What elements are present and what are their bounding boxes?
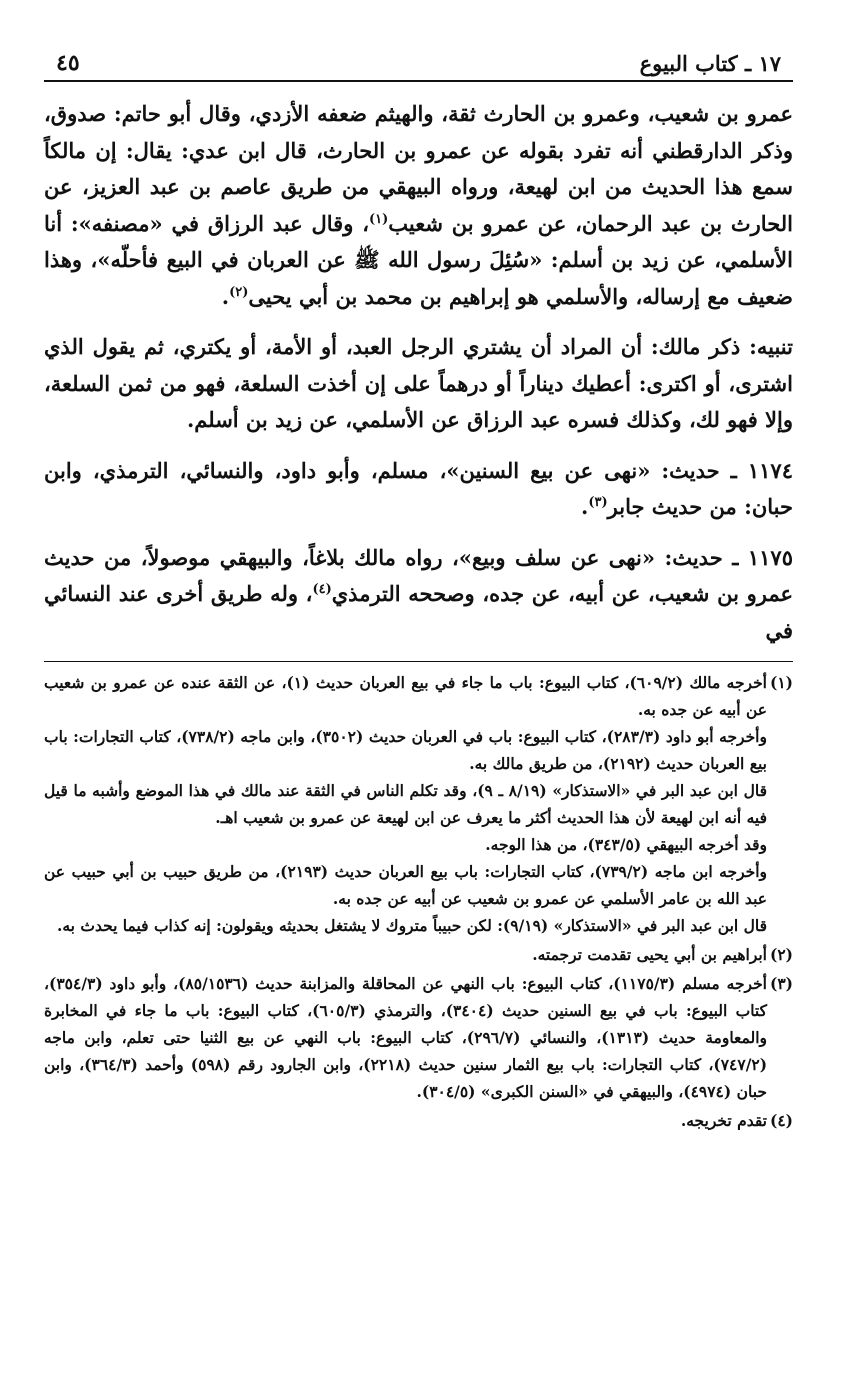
footnote-line: وأخرجه ابن ماجه (٧٣٩/٢)، كتاب التجارات: باب بيع العربان حديث (٢١٩٣)، من طريق حبيب بن أبي حبيب عن عبد الله بن عامر الأسلمي عن عمرو بن شعيب عن أبيه عن جده به. — [44, 862, 767, 908]
footnote-4 — [44, 1107, 793, 1134]
chapter-title: ١٧ ـ كتاب البيوع — [639, 51, 781, 76]
tanbih-text: ذكر مالك: أن المراد أن يشتري الرجل العبد، أو الأمة، أو يكتري، ثم يقول الذي اشترى، أو اكترى: أعطيك ديناراً أو درهماً على إن أخذت السلعة، فهو من ثمن السلعة، وإلا فهو لك، وكذلك فسره عبد الرزاق عن الأسلمي، عن زيد بن أسلم. — [44, 334, 793, 432]
footnote-line: تقدم تخريجه. — [680, 1111, 767, 1130]
footnote-line: أبراهيم بن أبي يحيى تقدمت ترجمته. — [532, 945, 767, 964]
footnote-line: قال ابن عبد البر في «الاستذكار» (٩/١٩): لكن حبيباً متروك لا يشتغل بحديثه ويقولون: إنه كذاب فيما يحدث به. — [56, 916, 767, 935]
hadith-1174 — [44, 453, 793, 526]
hadith-1175 — [44, 540, 793, 650]
footnote-ref-1[interactable]: (١) — [368, 211, 389, 227]
hadith-text-continued: ، وله طريق أخرى عند النسائي في — [44, 581, 793, 643]
footnote-3 — [44, 970, 793, 1105]
page-number: ٤٥ — [56, 50, 80, 76]
footnote-line: أخرجه مسلم (١١٧٥/٣)، كتاب البيوع: باب النهي عن المحاقلة والمزابنة حديث (٨٥/١٥٣٦)، وأبو داود (٣٥٤/٣)، كتاب البيوع: باب في بيع السنين حديث (٣٤٠٤)، والترمذي (٦٠٥/٣)، كتاب البيوع: باب ما جاء في المخابرة والمعاومة حديث (١٣١٣)، والنسائي (٢٩٦/٧)، كتاب البيوع: باب النهي عن بيع الثنيا حتى تعلم، وابن ماجه (٧٤٧/٢)، كتاب التجارات: باب بيع الثمار سنين حديث (٢٢١٨)، وابن الجارود رقم (٥٩٨) وأحمد (٣٦٤/٣)، وابن حبان (٤٩٧٤)، والبيهقي في «السنن الكبرى» (٣٠٤/٥). — [44, 974, 768, 1101]
paragraph-tanbih — [44, 329, 793, 439]
footnote-line: أخرجه مالك (٦٠٩/٢)، كتاب البيوع: باب ما جاء في بيع العربان حديث (١)، عن الثقة عنده عن عمرو بن شعيب عن أبيه عن جده به. — [44, 673, 767, 719]
footnote-ref-3[interactable]: (٣) — [588, 495, 608, 510]
footnote-number: (٢) — [769, 945, 793, 964]
footnote-2 — [44, 941, 793, 968]
footnote-1 — [44, 669, 793, 939]
footnote-number: (١) — [769, 673, 793, 692]
running-header — [44, 44, 793, 82]
footnote-ref-4[interactable]: (٤) — [312, 582, 332, 597]
hadith-text: حديث: «نهى عن سلف وبيع»، رواه مالك بلاغاً، والبيهقي موصولاً، من حديث عمرو بن شعيب، عن أبيه، عن جده، وصححه الترمذي — [44, 544, 793, 606]
footnote-divider — [44, 661, 793, 662]
footnotes-section — [44, 661, 793, 1134]
footnote-line: وقد أخرجه البيهقي (٣٤٣/٥)، من هذا الوجه. — [485, 835, 767, 854]
paragraph-text: ، وقال عبد الرزاق في «مصنفه»: أنا الأسلمي، عن زيد بن أسلم: «سُئِلَ رسول الله ﷺ عن العربان في البيع فأحلّه»، وهذا ضعيف مع إرساله، والأسلمي هو إبراهيم بن محمد بن أبي يحيى — [44, 210, 793, 309]
footnote-number: (٤) — [769, 1111, 793, 1130]
paragraph-isnad — [44, 96, 793, 315]
paragraph-end: . — [221, 283, 230, 309]
footnote-line: وأخرجه أبو داود (٢٨٣/٣)، كتاب البيوع: باب في العربان حديث (٣٥٠٢)، وابن ماجه (٧٣٨/٢)، كتاب التجارات: باب بيع العربان حديث (٢١٩٢)، من طريق مالك به. — [44, 727, 767, 773]
footnote-line: قال ابن عبد البر في «الاستذكار» (٨/١٩ ـ ٩)، وقد تكلم الناس في الثقة عند مالك في هذا الموضع وأشبه ما قيل فيه أنه ابن لهيعة لأن هذا الحديث أكثر ما يعرف عن ابن لهيعة عن عمرو بن شعيب اهـ. — [44, 781, 767, 827]
hadith-text: حديث: «نهى عن بيع السنين»، مسلم، وأبو داود، والنسائي، الترمذي، وابن حبان: من حديث جابر — [44, 457, 793, 519]
paragraph-end: . — [581, 494, 589, 519]
hadith-number: ١١٧٤ ـ — [730, 457, 793, 483]
main-text — [44, 96, 793, 649]
footnote-number: (٣) — [769, 974, 793, 993]
hadith-number: ١١٧٥ ـ — [732, 544, 793, 570]
paragraph-text: عمرو بن شعيب، وعمرو بن الحارث ثقة، والهيثم ضعفه الأزدي، وقال أبو حاتم: صدوق، وذكر الدارقطني أنه تفرد بقوله عن عمرو بن الحارث، قال ابن عدي: يقال: إن مالكاً سمع هذا الحديث من ابن لهيعة، ورواه البيهقي من طريق عاصم بن عبد العزيز، عن الحارث بن عبد الرحمان، عن عمرو بن شعيب — [44, 101, 793, 236]
footnote-ref-2[interactable]: (٢) — [229, 284, 249, 300]
tanbih-label: تنبيه: — [749, 334, 793, 359]
